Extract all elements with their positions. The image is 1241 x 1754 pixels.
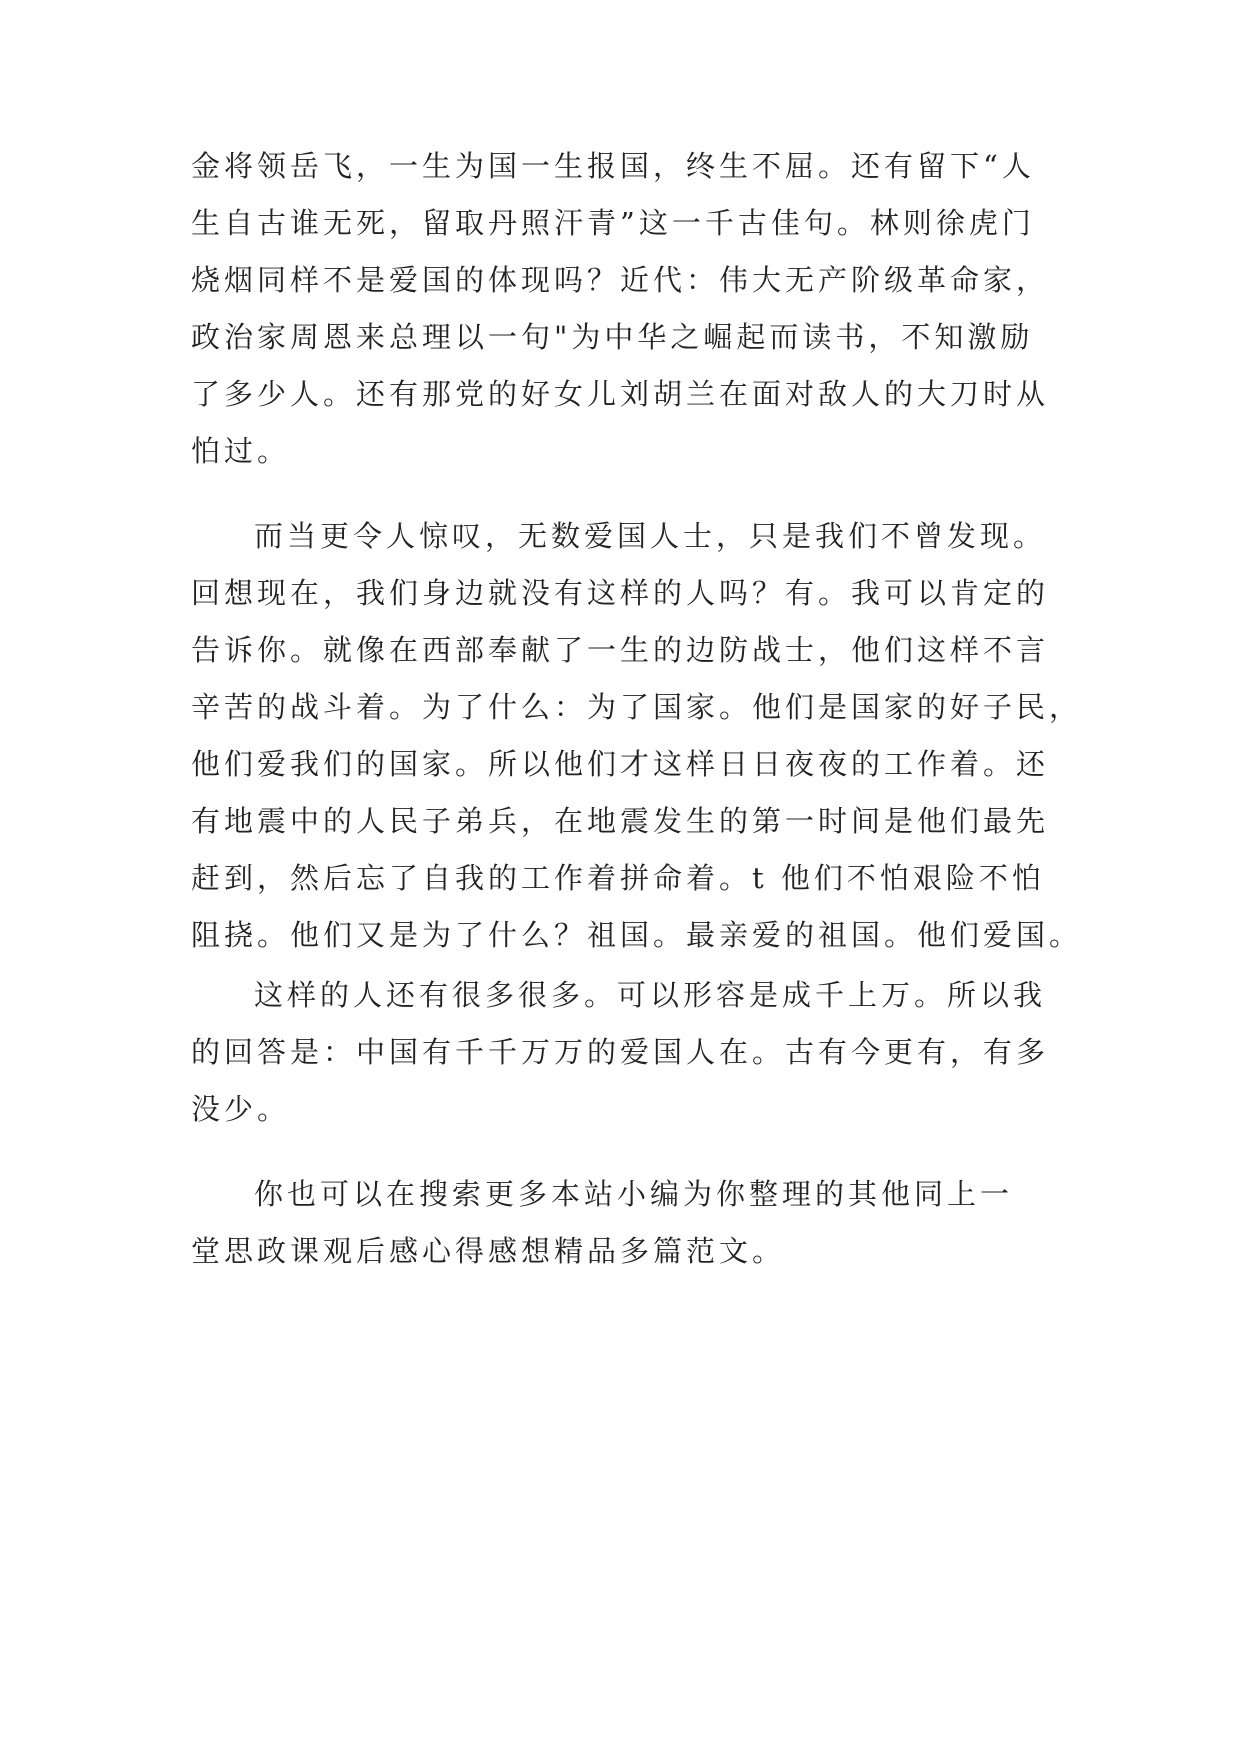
text-line: 赶到，然后忘了自我的工作着拼命着。t 他们不怕艰险不怕 [191,861,1045,895]
text-line: 生自古谁无死，留取丹照汗青”这一千古佳句。林则徐虎门 [191,206,1035,240]
text-line: 阻挠。他们又是为了什么？祖国。最亲爱的祖国。他们爱国。 [191,918,1083,952]
text-line: 怕过。 [191,434,291,468]
text-line: 告诉你。就像在西部奉献了一生的边防战士，他们这样不言 [191,633,1050,667]
paragraph-first-line: 你也可以在搜索更多本站小编为你整理的其他同上一 [254,1177,1014,1211]
text-line: 回想现在，我们身边就没有这样的人吗？有。我可以肯定的 [191,576,1050,610]
paragraph-first-line: 而当更令人惊叹，无数爱国人士，只是我们不曾发现。 [254,519,1047,553]
text-line: 堂思政课观后感心得感想精品多篇范文。 [191,1234,786,1268]
text-line: 了多少人。还有那党的好女儿刘胡兰在面对敌人的大刀时从 [191,377,1050,411]
text-line: 辛苦的战斗着。为了什么：为了国家。他们是国家的好子民， [191,690,1083,724]
text-line: 政治家周恩来总理以一句"为中华之崛起而读书，不知激励 [191,320,1034,354]
paragraph-first-line: 这样的人还有很多很多。可以形容是成千上万。所以我 [254,978,1047,1012]
text-line: 他们爱我们的国家。所以他们才这样日日夜夜的工作着。还 [191,747,1050,781]
text-line: 没少。 [191,1092,291,1126]
text-line: 烧烟同样不是爱国的体现吗？近代：伟大无产阶级革命家， [191,263,1050,297]
text-line: 的回答是：中国有千千万万的爱国人在。古有今更有，有多 [191,1035,1050,1069]
text-line: 有地震中的人民子弟兵，在地震发生的第一时间是他们最先 [191,804,1050,838]
text-line: 金将领岳飞，一生为国一生报国，终生不屈。还有留下“人 [191,149,1035,183]
